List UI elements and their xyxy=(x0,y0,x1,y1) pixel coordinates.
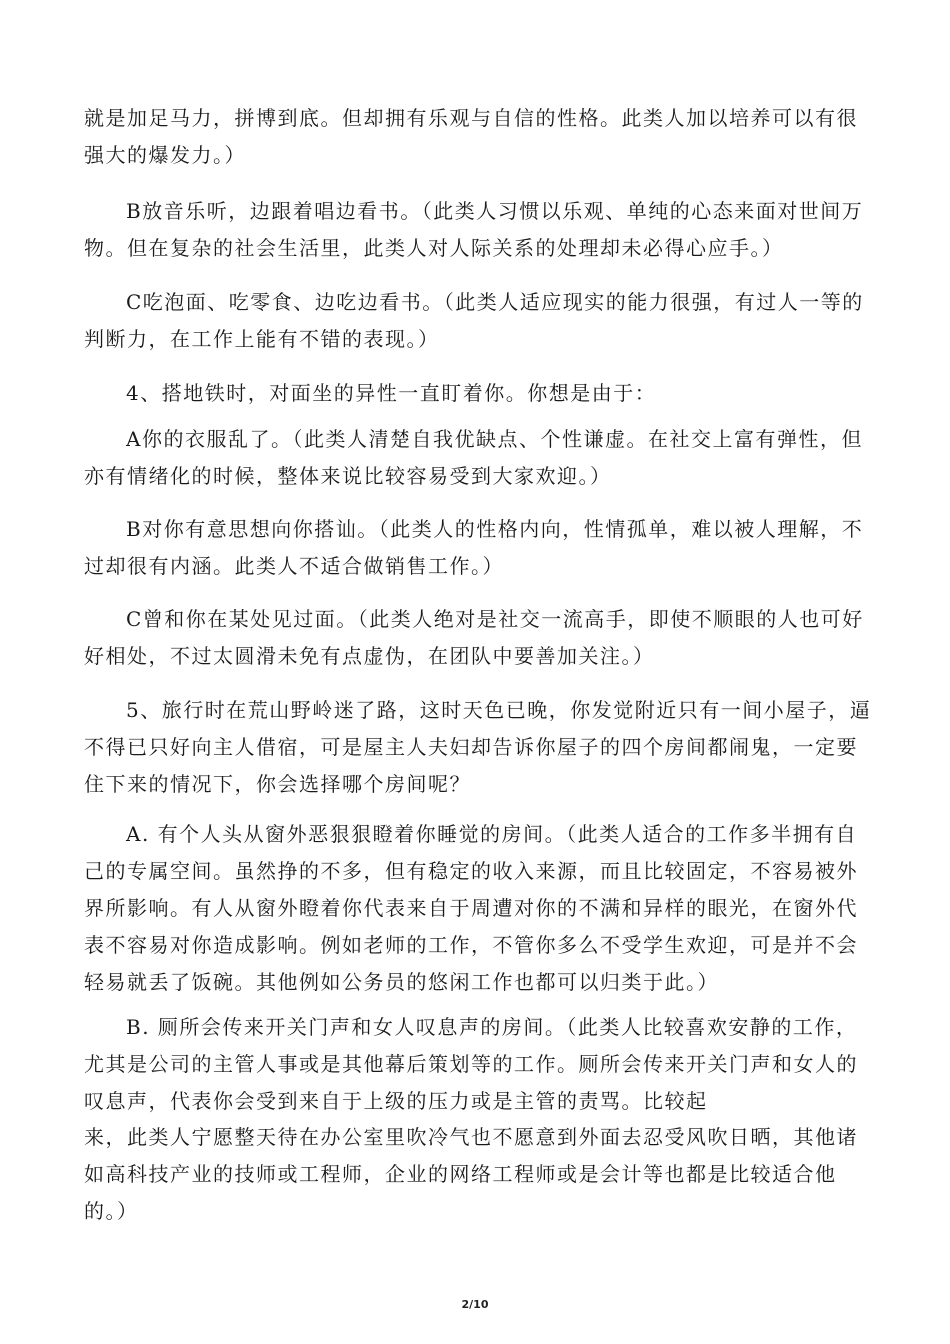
paragraph-option-a-clothes: A你的衣服乱了。（此类人清楚自我优缺点、个性谦虚。在社交上富有弹性，但亦有情绪化的时候，整体来说比较容易受到大家欢迎。） xyxy=(84,427,863,488)
paragraph-option-b-toilet: B. 厕所会传来开关门声和女人叹息声的房间。（此类人比较喜欢安静的工作，尤其是公司的主管人事或是其他幕后策划等的工作。厕所会传来开关门声和女人的叹息声，代表你会受到来自于上级的压力或是主管的责骂。比较起 xyxy=(84,1015,858,1113)
paragraph-question-5: 5、旅行时在荒山野岭迷了路，这时天色已晚，你发觉附近只有一间小屋子，逼不得已只好向主人借宿，可是屋主人夫妇却告诉你屋子的四个房间都闹鬼，一定要住下来的情况下，你会选择哪个房间呢？ xyxy=(84,698,872,796)
paragraph-option-c-met-before: C曾和你在某处见过面。（此类人绝对是社交一流高手，即使不顺眼的人也可好好相处，不过太圆滑未免有点虚伪，在团队中要善加关注。） xyxy=(84,607,864,668)
paragraph-option-b-continuation: 来，此类人宁愿整天待在办公室里吹冷气也不愿意到外面去忍受风吹日晒，其他诸如高科技产业的技师或工程师，企业的网络工程师或是会计等也都是比较适合他的。） xyxy=(84,1125,858,1223)
paragraph-question-4: 4、搭地铁时，对面坐的异性一直盯着你。你想是由于： xyxy=(126,381,657,405)
paragraph-option-a-window: A. 有个人头从窗外恶狠狠瞪着你睡觉的房间。（此类人适合的工作多半拥有自己的专属空间。虽然挣的不多，但有稳定的收入来源，而且比较固定，不容易被外界所影响。有人从窗外瞪着你代表来自于周遭对你的不满和异样的眼光，在窗外代表不容易对你造成影响。例如老师的工作，不管你多么不受学生欢迎，可是并不会轻易就丢了饭碗。其他例如公务员的悠闲工作也都可以归类于此。） xyxy=(84,822,858,994)
paragraph-option-b-music: B放音乐听，边跟着唱边看书。（此类人习惯以乐观、单纯的心态来面对世间万物。但在复杂的社会生活里，此类人对人际关系的处理却未必得心应手。） xyxy=(84,199,864,260)
paragraph-continuation: 就是加足马力，拼博到底。但却拥有乐观与自信的性格。此类人加以培养可以有很强大的爆发力。） xyxy=(84,106,858,167)
paragraph-option-c-snacks: C吃泡面、吃零食、边吃边看书。（此类人适应现实的能力很强，有过人一等的判断力，在工作上能有不错的表现。） xyxy=(84,290,864,351)
paragraph-option-b-interest: B对你有意思想向你搭讪。（此类人的性格内向，性情孤单，难以被人理解，不过却很有内涵。此类人不适合做销售工作。） xyxy=(84,517,864,578)
page-number: 2/10 xyxy=(461,1298,489,1311)
